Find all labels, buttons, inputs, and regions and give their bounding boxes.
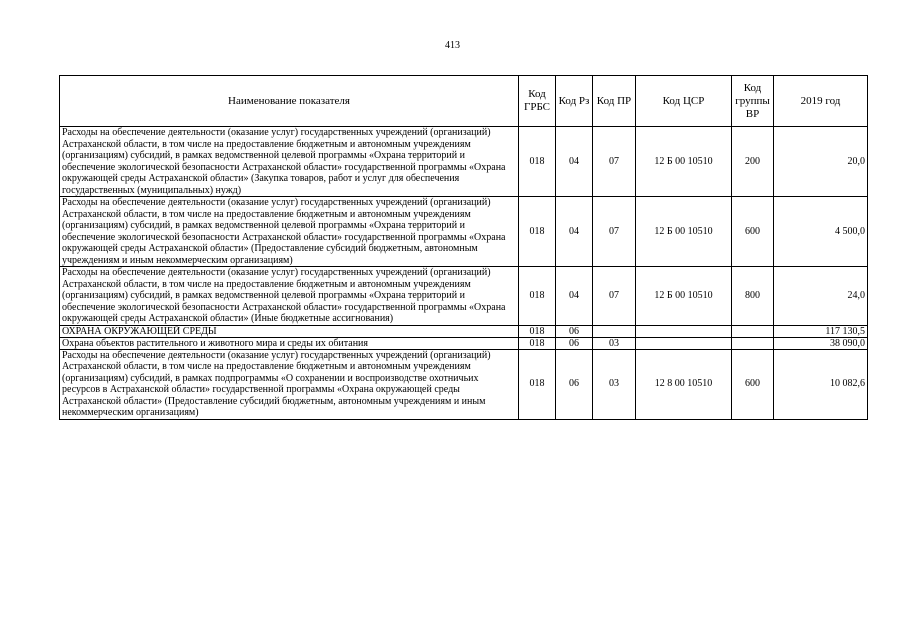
- row-amount: 4 500,0: [774, 197, 868, 267]
- table-row: [60, 325, 868, 337]
- row-rz: 04: [556, 197, 593, 267]
- row-csr: [636, 337, 732, 349]
- row-name: Расходы на обеспечение деятельности (оказание услуг) государственных учреждений (организаций) Астраханской области, в том числе на предоставление бюджетным и автономным учреждениям (организациям) субсидий, в рамках ведомственной целевой программы «Охрана территорий и обеспечение экологической безопасности Астраханской области» государственной программы «Охрана окружающей среды Астраханской области» (Предоставление субсидий бюджетным, автономным учреждениям и иным некоммерческим организациям): [60, 197, 519, 267]
- row-grbs: 018: [519, 349, 556, 419]
- row-csr: 12 8 00 10510: [636, 349, 732, 419]
- table-row: [60, 127, 868, 197]
- row-amount: 24,0: [774, 267, 868, 326]
- budget-table: [59, 75, 868, 420]
- row-rz: 06: [556, 325, 593, 337]
- row-csr: 12 Б 00 10510: [636, 267, 732, 326]
- row-csr: 12 Б 00 10510: [636, 127, 732, 197]
- row-amount: 38 090,0: [774, 337, 868, 349]
- header-pr: Код ПР: [593, 76, 636, 127]
- row-rz: 06: [556, 337, 593, 349]
- row-pr: 07: [593, 267, 636, 326]
- row-pr: 07: [593, 127, 636, 197]
- row-pr: 03: [593, 337, 636, 349]
- row-pr: 07: [593, 197, 636, 267]
- row-vr: 200: [732, 127, 774, 197]
- row-name: Охрана объектов растительного и животного мира и среды их обитания: [60, 337, 519, 349]
- row-pr: [593, 325, 636, 337]
- header-vr: Код группы ВР: [732, 76, 774, 127]
- table-row: [60, 337, 868, 349]
- row-grbs: 018: [519, 127, 556, 197]
- row-grbs: 018: [519, 325, 556, 337]
- table-row: [60, 197, 868, 267]
- row-grbs: 018: [519, 267, 556, 326]
- row-csr: [636, 325, 732, 337]
- row-vr: 800: [732, 267, 774, 326]
- row-vr: 600: [732, 349, 774, 419]
- page-number: 413: [445, 40, 460, 51]
- row-amount: 117 130,5: [774, 325, 868, 337]
- row-vr: [732, 325, 774, 337]
- row-rz: 04: [556, 267, 593, 326]
- header-grbs: Код ГРБС: [519, 76, 556, 127]
- row-rz: 04: [556, 127, 593, 197]
- table-header-row: [60, 76, 868, 127]
- row-rz: 06: [556, 349, 593, 419]
- row-name: Расходы на обеспечение деятельности (оказание услуг) государственных учреждений (организаций) Астраханской области, в том числе на предоставление бюджетным и автономным учреждениям (организациям) субсидий, в рамках ведомственной целевой программы «Охрана территорий и обеспечение экологической безопасности Астраханской области» государственной программы «Охрана окружающей среды Астраханской области» (Закупка товаров, работ и услуг для обеспечения государственных (муниципальных) нужд): [60, 127, 519, 197]
- table-row: [60, 349, 868, 419]
- table-row: [60, 267, 868, 326]
- row-grbs: 018: [519, 337, 556, 349]
- row-name: Расходы на обеспечение деятельности (оказание услуг) государственных учреждений (организаций) Астраханской области, в том числе на предоставление бюджетным и автономным учреждениям (организациям) субсидий, в рамках подпрограммы «О сохранении и воспроизводстве охотничьих ресурсов в Астраханской области» государственной программы «Охрана окружающей среды Астраханской области» (Предоставление субсидий бюджетным, автономным учреждениям и иным некоммерческим организациям): [60, 349, 519, 419]
- header-year: 2019 год: [774, 76, 868, 127]
- row-grbs: 018: [519, 197, 556, 267]
- header-name: Наименование показателя: [60, 76, 519, 127]
- row-pr: 03: [593, 349, 636, 419]
- row-vr: [732, 337, 774, 349]
- row-csr: 12 Б 00 10510: [636, 197, 732, 267]
- row-vr: 600: [732, 197, 774, 267]
- row-name: Расходы на обеспечение деятельности (оказание услуг) государственных учреждений (организаций) Астраханской области, в том числе на предоставление бюджетным и автономным учреждениям (организациям) субсидий, в рамках ведомственной целевой программы «Охрана территорий и обеспечение экологической безопасности Астраханской области» государственной программы «Охрана окружающей среды Астраханской области» (Иные бюджетные ассигнования): [60, 267, 519, 326]
- row-amount: 20,0: [774, 127, 868, 197]
- header-csr: Код ЦСР: [636, 76, 732, 127]
- row-name: ОХРАНА ОКРУЖАЮЩЕЙ СРЕДЫ: [60, 325, 519, 337]
- header-rz: Код Рз: [556, 76, 593, 127]
- row-amount: 10 082,6: [774, 349, 868, 419]
